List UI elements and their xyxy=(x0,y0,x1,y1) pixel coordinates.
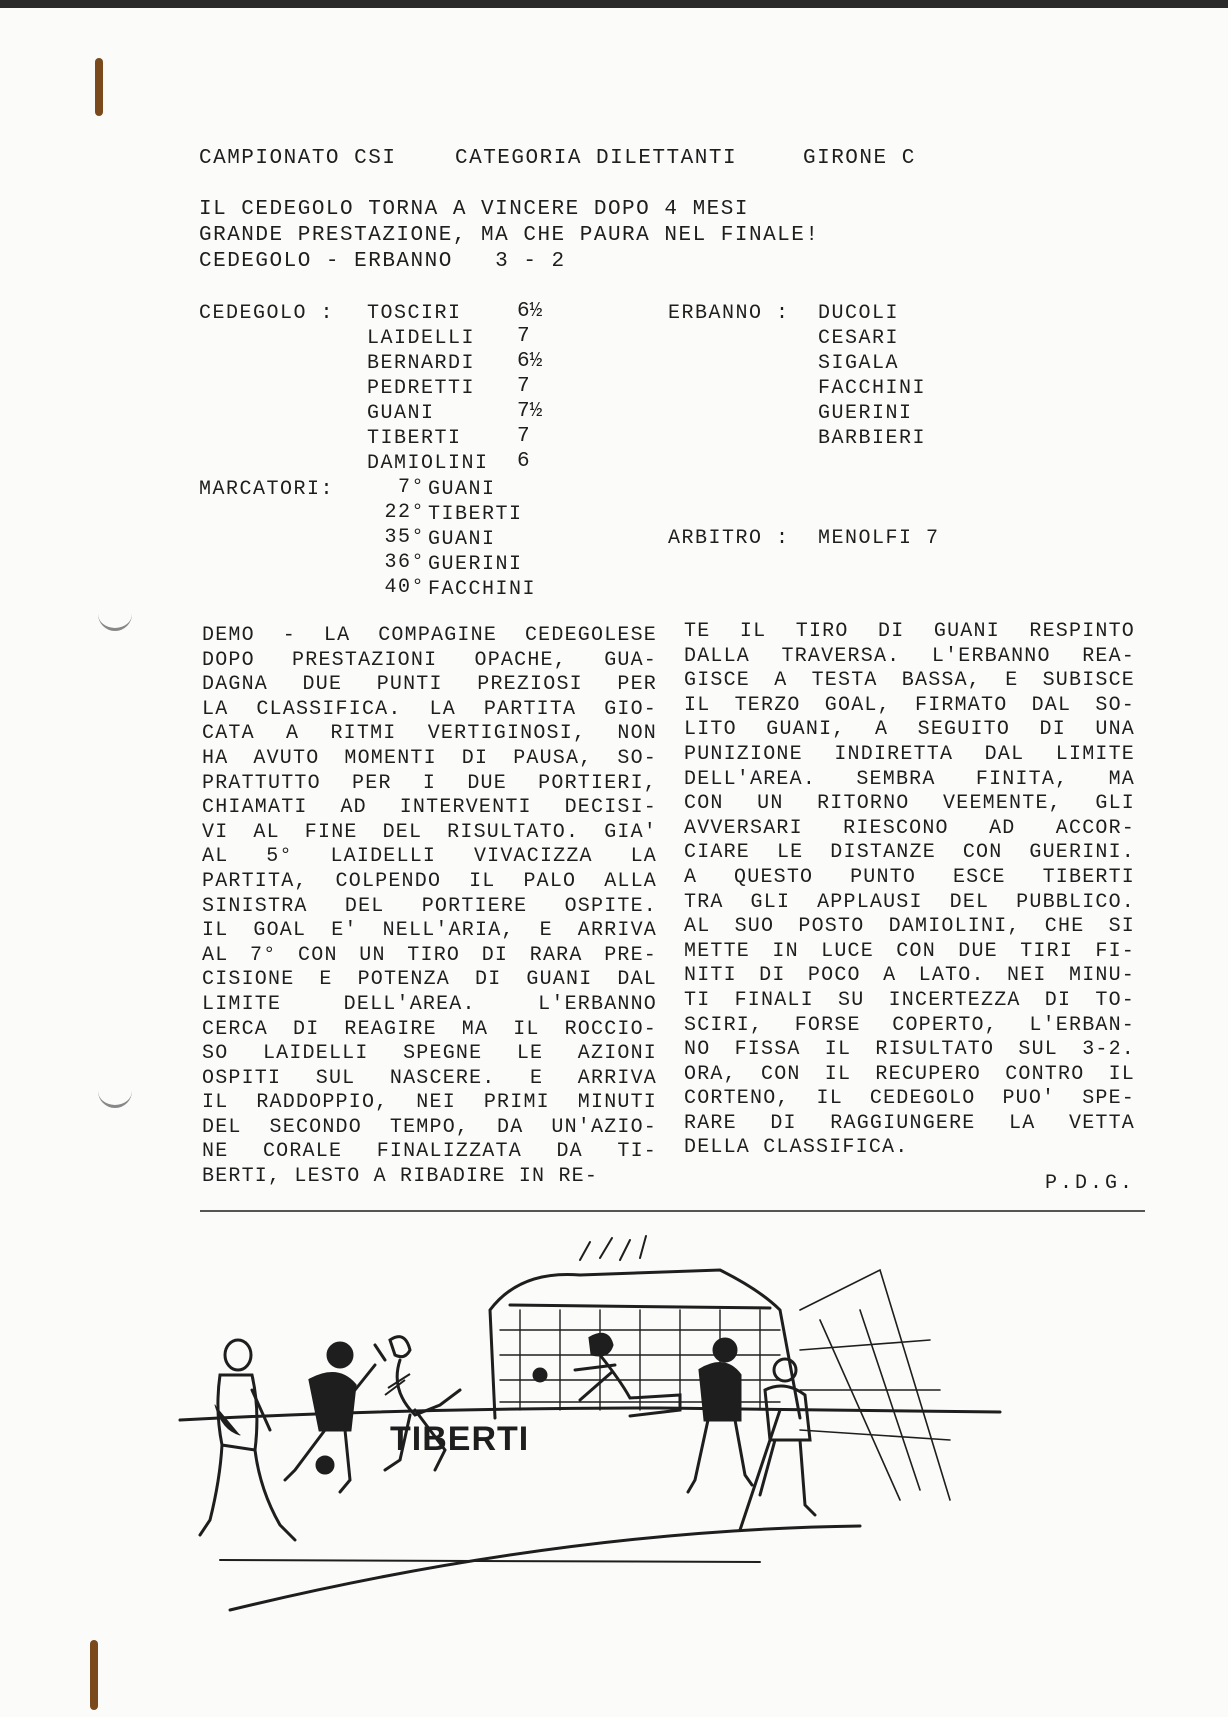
score-line: CEDEGOLO - ERBANNO 3 - 2 xyxy=(199,250,566,273)
cedegolo-player-name: PEDRETTI xyxy=(367,377,476,400)
article-right-column xyxy=(684,620,1135,1161)
article-line: LA CLASSIFICA. LA PARTITA GIO- xyxy=(202,697,657,721)
article-line: CON UN RITORNO VEEMENTE, GLI xyxy=(684,792,1135,816)
article-line: CORTENO, IL CEDEGOLO PUO' SPE- xyxy=(684,1087,1135,1111)
article-line: CHIAMATI AD INTERVENTI DECISI- xyxy=(202,796,657,820)
erbanno-player: BARBIERI xyxy=(818,427,927,450)
article-line: DEMO - LA COMPAGINE CEDEGOLESE xyxy=(202,624,657,647)
arbitro-label: ARBITRO : xyxy=(668,527,790,550)
article-line: DOPO PRESTAZIONI OPACHE, GUA- xyxy=(202,648,657,672)
erbanno-player: CESARI xyxy=(818,327,900,350)
article-line: TE IL TIRO DI GUANI RESPINTO xyxy=(684,620,1135,643)
article-line: BERTI, LESTO A RIBADIRE IN RE- xyxy=(202,1165,599,1189)
cedegolo-player-grade: 6½ xyxy=(517,350,543,373)
football-illustration xyxy=(160,1230,1160,1630)
cedegolo-player-name: TIBERTI xyxy=(367,427,462,450)
goal-scorer: GUANI xyxy=(428,528,496,551)
article-line: PUNIZIONE INDIRETTA DAL LIMITE xyxy=(684,742,1135,766)
article-line: CERCA DI REAGIRE MA IL ROCCIO- xyxy=(202,1017,657,1041)
article-line: CIARE LE DISTANZE CON GUERINI. xyxy=(684,841,1135,865)
cedegolo-player-grade: 7 xyxy=(517,375,530,398)
goal-minute: 7° xyxy=(397,476,425,499)
article-line: SO LAIDELLI SPEGNE LE AZIONI xyxy=(202,1042,657,1066)
arbitro-name: MENOLFI 7 xyxy=(818,527,940,550)
article-line: TRA GLI APPLAUSI DEL PUBBLICO. xyxy=(684,890,1135,914)
article-left-column xyxy=(202,624,657,1190)
header-girone: GIRONE C xyxy=(803,147,916,170)
cedegolo-player-grade: 7½ xyxy=(517,400,543,423)
goal-scorer: FACCHINI xyxy=(428,578,537,601)
cedegolo-label: CEDEGOLO : xyxy=(199,302,335,325)
article-line: VI AL FINE DEL RISULTATO. GIA' xyxy=(202,820,657,844)
article-line: IL RADDOPPIO, NEI PRIMI MINUTI xyxy=(202,1091,657,1115)
cedegolo-player-name: GUANI xyxy=(367,402,435,425)
erbanno-player: DUCOLI xyxy=(818,302,900,325)
cedegolo-player-name: BERNARDI xyxy=(367,352,476,375)
page-top-edge xyxy=(0,0,1228,8)
erbanno-player: FACCHINI xyxy=(818,377,927,400)
header-categoria: CATEGORIA DILETTANTI xyxy=(455,147,738,170)
article-line: NE CORALE FINALIZZATA DA TI- xyxy=(202,1140,657,1164)
article-line: SCIRI, FORSE COPERTO, L'ERBAN- xyxy=(684,1013,1135,1037)
erbanno-player: SIGALA xyxy=(818,352,900,375)
article-line: NITI DI POCO A LATO. NEI MINU- xyxy=(684,964,1135,988)
punch-hole-lower xyxy=(98,1085,132,1108)
article-line: LITO GUANI, A SEGUITO DI UNA xyxy=(684,718,1135,742)
cedegolo-player-grade: 6 xyxy=(517,450,530,473)
article-line: SINISTRA DEL PORTIERE OSPITE. xyxy=(202,894,657,918)
article-line: CATA A RITMI VERTIGINOSI, NON xyxy=(202,722,657,746)
article-line: DAGNA DUE PUNTI PREZIOSI PER xyxy=(202,673,657,697)
article-line: HA AVUTO MOMENTI DI PAUSA, SO- xyxy=(202,746,657,770)
article-line: DELL'AREA. SEMBRA FINITA, MA xyxy=(684,767,1135,791)
section-divider xyxy=(200,1210,1145,1212)
article-line: AL SUO POSTO DAMIOLINI, CHE SI xyxy=(684,915,1135,939)
article-line: AL 5° LAIDELLI VIVACIZZA LA xyxy=(202,845,657,869)
article-line: OSPITI SUL NASCERE. E ARRIVA xyxy=(202,1066,657,1090)
article-line: NO FISSA IL RISULTATO SUL 3-2. xyxy=(684,1038,1135,1062)
article-line: PARTITA, COLPENDO IL PALO ALLA xyxy=(202,869,657,893)
marcatori-label: MARCATORI: xyxy=(199,478,335,501)
headline-line1: IL CEDEGOLO TORNA A VINCERE DOPO 4 MESI xyxy=(199,198,749,221)
article-line: AL 7° CON UN TIRO DI RARA PRE- xyxy=(202,943,657,967)
article-line: TI FINALI SU INCERTEZZA DI TO- xyxy=(684,988,1135,1012)
cedegolo-player-name: TOSCIRI xyxy=(367,302,462,325)
article-line: IL TERZO GOAL, FIRMATO DAL SO- xyxy=(684,693,1135,717)
author-signature: P.D.G. xyxy=(1045,1172,1136,1195)
staple-bottom xyxy=(90,1640,98,1710)
cedegolo-player-grade: 6½ xyxy=(517,300,543,323)
staple-top xyxy=(95,58,103,116)
erbanno-player: GUERINI xyxy=(818,402,913,425)
cedegolo-player-grade: 7 xyxy=(517,425,530,448)
article-line: IL GOAL E' NELL'ARIA, E ARRIVA xyxy=(202,919,657,943)
goal-minute: 35° xyxy=(384,526,425,549)
article-line: AVVERSARI RIESCONO AD ACCOR- xyxy=(684,816,1135,840)
goal-minute: 22° xyxy=(384,501,425,524)
goal-scorer: GUANI xyxy=(428,478,496,501)
article-line: A QUESTO PUNTO ESCE TIBERTI xyxy=(684,865,1135,889)
cedegolo-player-name: LAIDELLI xyxy=(367,327,476,350)
article-line: LIMITE DELL'AREA. L'ERBANNO xyxy=(202,992,657,1016)
article-line: DALLA TRAVERSA. L'ERBANNO REA- xyxy=(684,644,1135,668)
article-line: RARE DI RAGGIUNGERE LA VETTA xyxy=(684,1111,1135,1135)
goal-minute: 36° xyxy=(384,551,425,574)
header-campionato: CAMPIONATO CSI xyxy=(199,147,397,170)
erbanno-label: ERBANNO : xyxy=(668,302,790,325)
article-line: PRATTUTTO PER I DUE PORTIERI, xyxy=(202,771,657,795)
article-line: ORA, CON IL RECUPERO CONTRO IL xyxy=(684,1062,1135,1086)
article-line: DELLA CLASSIFICA. xyxy=(684,1136,909,1160)
punch-hole-upper xyxy=(98,608,132,631)
article-line: DEL SECONDO TEMPO, DA UN'AZIO- xyxy=(202,1115,657,1139)
cedegolo-player-grade: 7 xyxy=(517,325,530,348)
illustration-caption: TIBERTI xyxy=(390,1420,530,1458)
article-line: METTE IN LUCE CON DUE TIRI FI- xyxy=(684,939,1135,963)
cedegolo-player-name: DAMIOLINI xyxy=(367,452,489,475)
headline-line2: GRANDE PRESTAZIONE, MA CHE PAURA NEL FINALE! xyxy=(199,224,820,247)
goal-scorer: TIBERTI xyxy=(428,503,523,526)
goal-minute: 40° xyxy=(384,576,425,599)
article-line: GISCE A TESTA BASSA, E SUBISCE xyxy=(684,669,1135,693)
goal-scorer: GUERINI xyxy=(428,553,523,576)
article-line: CISIONE E POTENZA DI GUANI DAL xyxy=(202,968,657,992)
